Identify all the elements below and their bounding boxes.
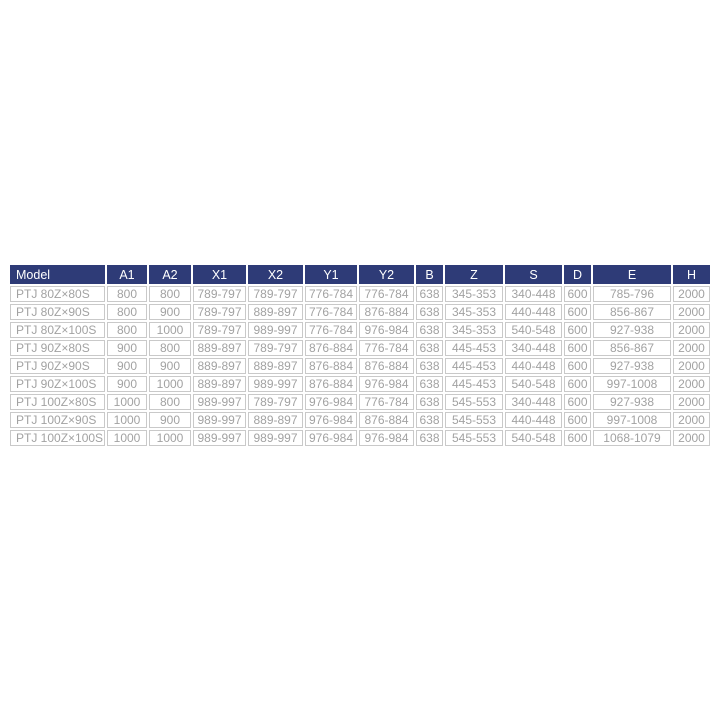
table-cell: 989-997: [193, 430, 246, 446]
table-cell: 889-897: [248, 304, 303, 320]
table-cell: 600: [564, 322, 591, 338]
table-cell: 638: [416, 376, 443, 392]
model-cell: PTJ 90Z×80S: [10, 340, 105, 356]
column-header-x2: X2: [248, 265, 303, 284]
table-cell: 340-448: [505, 340, 562, 356]
spec-table: [8, 263, 712, 448]
table-cell: 976-984: [305, 394, 357, 410]
column-header-s: S: [505, 265, 562, 284]
table-cell: 1000: [107, 412, 147, 428]
table-cell: 600: [564, 340, 591, 356]
table-cell: 600: [564, 376, 591, 392]
table-cell: 1000: [149, 322, 191, 338]
table-cell: 900: [107, 358, 147, 374]
table-cell: 976-984: [359, 376, 414, 392]
table-cell: 997-1008: [593, 376, 671, 392]
table-cell: 545-553: [445, 394, 503, 410]
table-cell: 600: [564, 286, 591, 302]
table-cell: 785-796: [593, 286, 671, 302]
table-cell: 927-938: [593, 358, 671, 374]
table-cell: 440-448: [505, 358, 562, 374]
table-cell: 800: [107, 304, 147, 320]
table-cell: 800: [107, 286, 147, 302]
table-cell: 600: [564, 358, 591, 374]
table-cell: 989-997: [248, 376, 303, 392]
table-cell: 600: [564, 430, 591, 446]
model-cell: PTJ 100Z×90S: [10, 412, 105, 428]
table-cell: 989-997: [248, 322, 303, 338]
table-cell: 540-548: [505, 430, 562, 446]
table-cell: 876-884: [359, 412, 414, 428]
table-cell: 976-984: [359, 430, 414, 446]
table-cell: 976-984: [305, 412, 357, 428]
table-cell: 976-984: [359, 322, 414, 338]
table-cell: 776-784: [305, 322, 357, 338]
table-cell: 889-897: [193, 376, 246, 392]
table-cell: 638: [416, 412, 443, 428]
table-row: [10, 376, 710, 392]
table-cell: 789-797: [193, 304, 246, 320]
table-cell: 345-353: [445, 322, 503, 338]
column-header-a1: A1: [107, 265, 147, 284]
table-row: [10, 430, 710, 446]
column-header-a2: A2: [149, 265, 191, 284]
table-cell: 1000: [149, 430, 191, 446]
table-cell: 776-784: [359, 286, 414, 302]
column-header-d: D: [564, 265, 591, 284]
table-cell: 889-897: [248, 358, 303, 374]
table-cell: 638: [416, 340, 443, 356]
table-cell: 776-784: [305, 304, 357, 320]
table-cell: 2000: [673, 412, 710, 428]
table-cell: 989-997: [248, 430, 303, 446]
table-cell: 545-553: [445, 430, 503, 446]
table-cell: 876-884: [359, 304, 414, 320]
spec-table-container: [8, 263, 712, 448]
table-cell: 876-884: [305, 358, 357, 374]
table-cell: 900: [149, 358, 191, 374]
column-header-h: H: [673, 265, 710, 284]
model-cell: PTJ 80Z×80S: [10, 286, 105, 302]
table-cell: 1000: [107, 430, 147, 446]
table-cell: 2000: [673, 304, 710, 320]
table-cell: 638: [416, 430, 443, 446]
table-row: [10, 358, 710, 374]
table-cell: 540-548: [505, 376, 562, 392]
table-cell: 927-938: [593, 322, 671, 338]
table-body: [10, 286, 710, 446]
table-cell: 340-448: [505, 286, 562, 302]
table-cell: 900: [107, 376, 147, 392]
table-cell: 1000: [107, 394, 147, 410]
table-cell: 889-897: [193, 340, 246, 356]
table-row: [10, 412, 710, 428]
table-row: [10, 340, 710, 356]
table-cell: 989-997: [193, 412, 246, 428]
table-cell: 445-453: [445, 376, 503, 392]
table-cell: 800: [149, 340, 191, 356]
table-cell: 340-448: [505, 394, 562, 410]
table-row: [10, 394, 710, 410]
table-cell: 638: [416, 286, 443, 302]
table-cell: 900: [149, 412, 191, 428]
table-cell: 2000: [673, 322, 710, 338]
table-cell: 345-353: [445, 286, 503, 302]
table-cell: 856-867: [593, 304, 671, 320]
table-row: [10, 322, 710, 338]
table-cell: 600: [564, 394, 591, 410]
table-cell: 876-884: [305, 376, 357, 392]
column-header-y2: Y2: [359, 265, 414, 284]
model-cell: PTJ 80Z×100S: [10, 322, 105, 338]
table-cell: 989-997: [193, 394, 246, 410]
table-row: [10, 286, 710, 302]
table-cell: 440-448: [505, 304, 562, 320]
table-cell: 789-797: [193, 322, 246, 338]
table-cell: 789-797: [248, 340, 303, 356]
table-cell: 776-784: [359, 340, 414, 356]
table-cell: 638: [416, 304, 443, 320]
table-cell: 900: [107, 340, 147, 356]
table-cell: 600: [564, 304, 591, 320]
table-cell: 789-797: [193, 286, 246, 302]
table-cell: 789-797: [248, 286, 303, 302]
model-cell: PTJ 80Z×90S: [10, 304, 105, 320]
table-cell: 900: [149, 304, 191, 320]
column-header-x1: X1: [193, 265, 246, 284]
table-cell: 997-1008: [593, 412, 671, 428]
model-cell: PTJ 90Z×90S: [10, 358, 105, 374]
table-cell: 800: [149, 286, 191, 302]
table-cell: 638: [416, 322, 443, 338]
table-header: [10, 265, 710, 284]
table-cell: 2000: [673, 286, 710, 302]
column-header-e: E: [593, 265, 671, 284]
table-cell: 2000: [673, 430, 710, 446]
table-cell: 2000: [673, 358, 710, 374]
table-cell: 2000: [673, 394, 710, 410]
table-cell: 776-784: [359, 394, 414, 410]
table-cell: 2000: [673, 376, 710, 392]
column-header-b: B: [416, 265, 443, 284]
column-header-z: Z: [445, 265, 503, 284]
table-cell: 889-897: [248, 412, 303, 428]
model-cell: PTJ 100Z×80S: [10, 394, 105, 410]
table-cell: 540-548: [505, 322, 562, 338]
table-cell: 876-884: [305, 340, 357, 356]
table-cell: 800: [149, 394, 191, 410]
table-cell: 638: [416, 358, 443, 374]
table-cell: 789-797: [248, 394, 303, 410]
table-cell: 638: [416, 394, 443, 410]
table-cell: 600: [564, 412, 591, 428]
table-row: [10, 304, 710, 320]
table-cell: 889-897: [193, 358, 246, 374]
table-cell: 1068-1079: [593, 430, 671, 446]
model-cell: PTJ 90Z×100S: [10, 376, 105, 392]
table-cell: 776-784: [305, 286, 357, 302]
table-cell: 445-453: [445, 340, 503, 356]
table-cell: 440-448: [505, 412, 562, 428]
table-cell: 800: [107, 322, 147, 338]
column-header-model: Model: [10, 265, 105, 284]
table-cell: 545-553: [445, 412, 503, 428]
table-cell: 2000: [673, 340, 710, 356]
table-cell: 345-353: [445, 304, 503, 320]
table-cell: 976-984: [305, 430, 357, 446]
table-cell: 856-867: [593, 340, 671, 356]
table-cell: 927-938: [593, 394, 671, 410]
model-cell: PTJ 100Z×100S: [10, 430, 105, 446]
header-row: [10, 265, 710, 284]
table-cell: 445-453: [445, 358, 503, 374]
column-header-y1: Y1: [305, 265, 357, 284]
table-cell: 876-884: [359, 358, 414, 374]
table-cell: 1000: [149, 376, 191, 392]
